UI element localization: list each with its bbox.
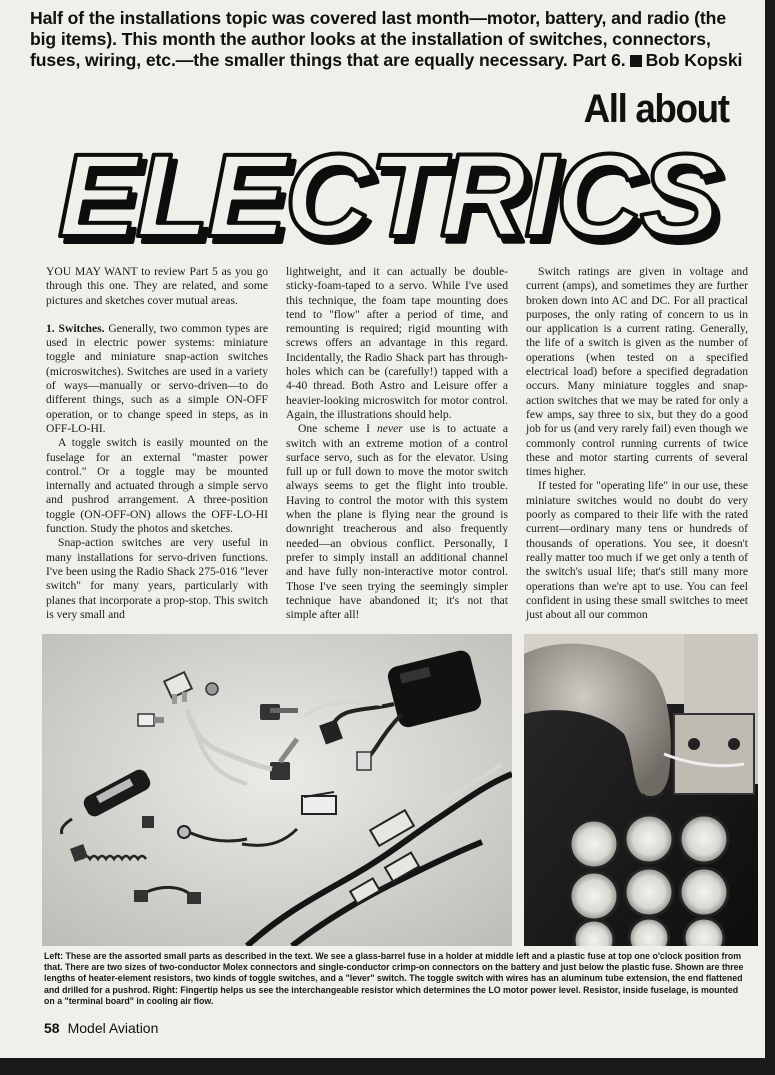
paragraph: If tested for "operating life" in our use, these miniature switches would no doubt do very poorly as compared to their life with the rated current—ordinary many tens or hundreds of thousands of operations. You see, it doesn't really matter too much if we get only a tenth of the switch's usual life; that's still many more operations than we're apt to use. You can feel confident in using these small switches to meet just about all our common	[526, 479, 748, 622]
paragraph	[286, 422, 508, 622]
paragraph-text: use is to actuate a switch with an extreme motion of a control surface servo, such as for the elevator. Using full up or full down to move the motor switch always seems to get the flight into trouble. Having to control the motor with this system when the plane is flying near the ground is downright treacherous and also frequently needed—an obvious conflict. Personally, I prefer to simply install an additional channel and have fully non-interactive motor control. Those I've seen trying the seemingly simpler technique have abandoned it; it's not that simple after all!	[286, 422, 509, 622]
photo-small-parts	[42, 634, 512, 946]
square-bullet-icon	[630, 55, 642, 67]
page-number: 58	[44, 1020, 60, 1036]
column-1	[46, 265, 268, 622]
title-kicker: All about	[584, 87, 729, 131]
magazine-name: Model Aviation	[67, 1020, 159, 1036]
paragraph-text: Generally, two common types are used in electric power systems: miniature toggle and miniature snap-action switches (microswitches). Switches are used in a variety of ways—manually or servo-driven—to do different things, such as a simple ON-OFF operation, or to change speed in steps, as in OFF-LO-HI.	[46, 321, 269, 435]
paragraph-text: One scheme I	[298, 422, 377, 436]
paragraph: lightweight, and it can actually be double-sticky-foam-taped to a servo. While I've used this technique, the foam tape mounting does tend to "flow" after a period of time, and remounting is required; rigid mounting with screws offers an advantage in this regard. Incidentally, the Radio Shack part has through-holes which can be (carefully!) tapped with a 4-40 thread. Both Astro and Leisure offer a heavier-looking microswitch for motor control. Again, the illustrations should help.	[286, 265, 508, 421]
article-deck	[30, 8, 750, 71]
paragraph	[46, 322, 268, 436]
column-3	[526, 265, 748, 622]
deck-text: Half of the installations topic was covered last month—motor, battery, and radio (the big items). This month the author looks at the installation of switches, connectors, fuses, wiring, etc.—the smaller things that are equally necessary. Part 6.	[30, 8, 727, 70]
column-2	[286, 265, 508, 622]
title-electrics: ELECTRICS	[58, 132, 720, 260]
author-name: Bob Kopski	[645, 50, 743, 70]
title-main	[38, 132, 738, 260]
section-heading: 1. Switches.	[46, 321, 105, 335]
paragraph: A toggle switch is easily mounted on the fuselage for an external "master power control." Or a toggle may be mounted internally and actuated through a simple servo and pushrod arrangement. A three-position toggle (ON-OFF-ON) allows the OFF-LO-HI function. Study the photos and sketches.	[46, 436, 268, 536]
emphasis: never	[377, 422, 403, 436]
photo-fingertip-terminal-board	[524, 634, 758, 946]
paragraph: Switch ratings are given in voltage and current (amps), and sometimes they are further broken down into AC and DC. For all practical purposes, the only rating of concern to us in our application is a current rating. Generally, the life of a switch is given as the number of operations (when tested on a specified electrical load) before a specified degradation occurs. Many miniature toggles and snap-action switches that we may be rated for only a few amps, say three to six, but they do a good job for us (and very rarely fail) even though we commonly control running currents of twice these and motor starting currents of several times higher.	[526, 265, 748, 479]
paragraph: YOU MAY WANT to review Part 5 as you go through this one. They are related, and some pictures and sketches cover mutual areas.	[46, 265, 268, 307]
paragraph: Snap-action switches are very useful in many installations for servo-driven functions. I've been using the Radio Shack 275-016 "lever switch" for many years, particularly with planes that incorporate a prop-stop. This switch is very small and	[46, 536, 268, 621]
photo-caption: Left: These are the assorted small parts as described in the text. We see a glass-barrel fuse in a holder at middle left and a plastic fuse at top one o'clock position from that. There are two sizes of two-conductor Molex connectors and single-conductor crimp-on connectors on the battery and just below the plastic fuse. Shown are three lengths of heater-element resistors, two kinds of toggle switches, and a "lever" switch. The toggle switch with wires has an aluminum tube extension, the end flattened and drilled for a pushrod. Right: Fingertip helps us see the interchangeable resistor which determines the LO motor power level. Resistor, inside fuselage, is mounted on a "terminal board" in cooling air flow.	[44, 951, 744, 1006]
folio	[44, 1020, 158, 1036]
